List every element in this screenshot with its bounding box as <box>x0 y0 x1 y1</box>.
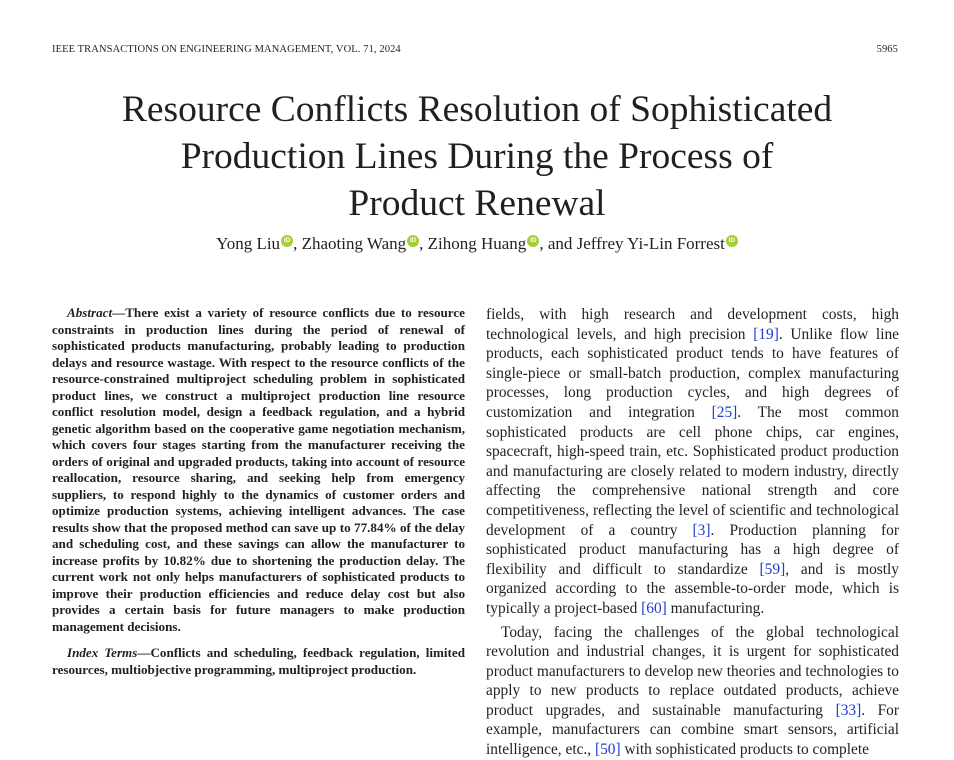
index-terms-dash: — <box>137 645 151 660</box>
page-number: 5965 <box>876 44 898 55</box>
body-text: manufacturing. <box>666 599 765 617</box>
author-list <box>0 233 954 255</box>
body-text: , and is mostly organized according to the assemble-to-order mode, which is typically a project-based <box>486 560 900 617</box>
orcid-icon[interactable]: iD <box>281 235 293 247</box>
body-text: with sophisticated products to complete <box>620 741 869 759</box>
abstract <box>52 305 465 635</box>
citation-link[interactable]: [59] <box>759 560 786 578</box>
author-name: Zhaoting Wang <box>301 234 407 253</box>
body-paragraph <box>486 305 899 619</box>
abstract-text: There exist a variety of resource conflicts due to resource constraints in production lines during the period of renewal of sophisticated products manufacturing, probably leading to production delays and resource wastage. With respect to the resource conflicts of the resource-constrained multiproject scheduling problem in sophisticated product lines, we construct a multiproject production line resource conflict resolution model, design a feedback regulation, and a hybrid genetic algorithm based on the cooperative game negotiation mechanism, which covers four stages starting from the manufacturer receiving the orders of original and upgraded products, taking into account of resource reallocation, resource sharing, and seeking help from emergency suppliers, to respond highly to the dynamics of customer orders and optimize production systems, achieving intelligent advances. The case results show that the proposed method can save up to 77.84% of the delay and scheduling cost, and these savings can allow the manufacturer to increase profits by 10.82% due to shortening the production delay. The current work not only helps manufacturers of sophisticated products to improve their production efficiencies and reduce delay cost but also provides a certain basis for future managers to make production management decisions. <box>52 305 465 634</box>
index-terms <box>52 645 465 678</box>
citation-link[interactable]: [60] <box>641 599 667 617</box>
title-line: Product Renewal <box>348 183 606 224</box>
body-text: fields, with high research and development costs, high technological levels, and high precision <box>486 306 899 343</box>
author-name: Jeffrey Yi-Lin Forrest <box>576 234 725 253</box>
citation-link[interactable]: [19] <box>753 325 779 343</box>
abstract-dash: — <box>112 305 126 320</box>
abstract-heading: Abstract <box>67 305 113 320</box>
orcid-icon[interactable]: iD <box>527 235 539 247</box>
citation-link[interactable]: [33] <box>835 701 862 719</box>
body-text: . Unlike flow line products, each sophisticated product tends to have features of single-piece or small-batch production, complex manufacturing processes, long production cycles, and high degrees of customization and integration <box>486 325 899 421</box>
body-paragraph <box>486 623 899 760</box>
running-head <box>52 44 898 58</box>
citation-link[interactable]: [3] <box>692 521 711 539</box>
author-separator: , and <box>539 234 577 253</box>
citation-link[interactable]: [50] <box>594 741 621 759</box>
author-separator: , <box>293 234 302 253</box>
body-text: . For example, manufacturers can combine smart sensors, artificial intelligence, etc., <box>486 701 900 759</box>
author-separator: , <box>419 234 428 253</box>
title-line: Production Lines During the Process of <box>180 136 774 177</box>
paper-title <box>40 86 914 227</box>
author-name: Zihong Huang <box>427 234 527 253</box>
right-column <box>486 305 899 760</box>
left-column <box>52 305 465 678</box>
index-terms-text: Conflicts and scheduling, feedback regulation, limited resources, multiobjective programming, multiproject production. <box>52 645 465 677</box>
index-terms-heading: Index Terms <box>67 645 138 660</box>
author-name: Yong Liu <box>216 234 281 253</box>
citation-link[interactable]: [25] <box>711 403 738 421</box>
body-text: . Production planning for sophisticated product manufacturing has a high degree of flexibility and difficult to standardize <box>486 521 899 578</box>
title-line: Resource Conflicts Resolution of Sophisticated <box>121 89 833 130</box>
body-text: . The most common sophisticated products are cell phone chips, car engines, spacecraft, high-speed train, etc. Sophisticated product production and manufacturing are closely related to modern industry, directly affecting the comprehensive national strength and core competitiveness, reflecting the level of scientific and technological development of a country <box>486 403 899 539</box>
orcid-icon[interactable]: iD <box>407 235 419 247</box>
orcid-icon[interactable]: iD <box>726 235 738 247</box>
journal-name: IEEE TRANSACTIONS ON ENGINEERING MANAGEMENT, VOL. 71, 2024 <box>52 44 401 55</box>
body-text: Today, facing the challenges of the global technological revolution and industrial changes, it is urgent for sophisticated product manufacturers to develop new theories and technologies to apply to new products to replace outdated products, achieve product upgrades, and sustainable manufacturing <box>486 623 899 719</box>
